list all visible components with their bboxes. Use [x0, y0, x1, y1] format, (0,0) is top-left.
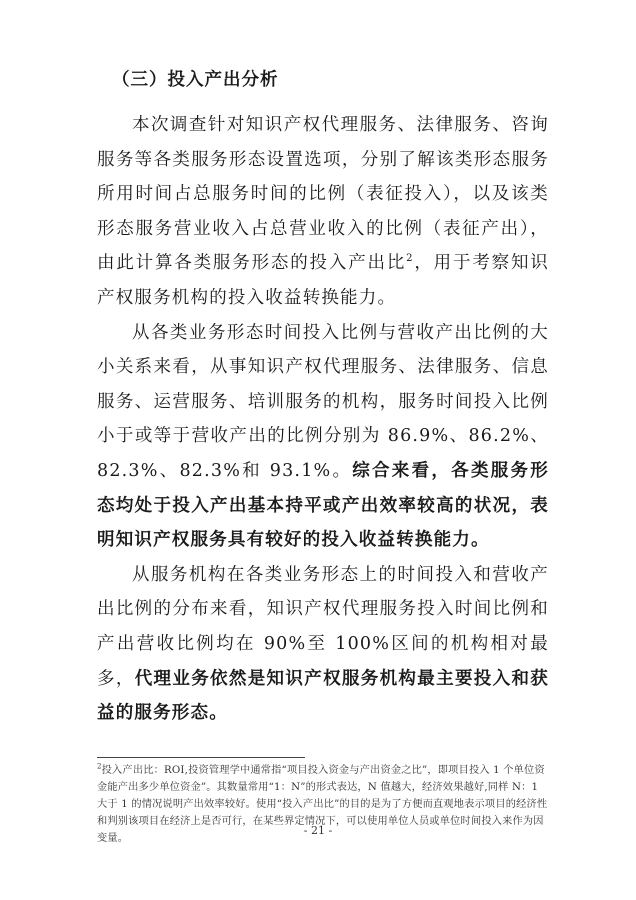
paragraph-3: [97, 558, 549, 731]
paragraph-3-conclusion: 代理业务依然是知识产权服务机构最主要投入和获益的服务形态。: [97, 668, 549, 724]
paragraph-1-text-b: ，用于考察知识产权服务机构的投入收益转换能力。: [97, 253, 549, 308]
footnote-divider: [97, 757, 305, 758]
paragraph-3-text: 从服务机构在各类业务形态上的时间投入和营收产出比例的分布来看，知识产权代理服务投入时间比例和产出营收比例均在 90%至 100%区间的机构相对最多，: [97, 564, 549, 689]
paragraph-2: [97, 316, 549, 558]
section-heading: （三）投入产出分析: [112, 70, 279, 90]
footnote-marker: 2: [97, 762, 102, 771]
body-text: [97, 108, 549, 731]
paragraph-2-text: 从各类业务形态时间投入比例与营收产出比例的大小关系来看，从事知识产权代理服务、法律服务、信息服务、运营服务、培训服务的机构，服务时间投入比例小于或等于营收产出的比例分别为 86.9%、86.2%、82.3%、82.3%和 93.1%。: [97, 322, 549, 481]
paragraph-1: [97, 108, 549, 316]
footnote-ref: 2: [406, 253, 414, 265]
page-number: - 21 -: [303, 824, 333, 837]
footnote-text: 投入产出比：ROI,投资管理学中通常指“项目投入资金与产出资金之比”，即项目投入 1 个单位资金能产出多少单位资金”。其数量常用“1：N”的形式表达，N 值越大，经济效果越好,同样 N：1 大于 1 的情况说明产出效率较好。使用“投入产出比”的目的是为了方便而直观地表示项目的经济性和判别该项目在经济上是否可行，在某些界定情况下，可以使用单位人员或单位时间投入来作为因变量。: [97, 765, 548, 844]
paragraph-2-conclusion: 综合来看，各类服务形态均处于投入产出基本持平或产出效率较高的状况，表明知识产权服务具有较好的投入收益转换能力。: [97, 460, 549, 551]
paragraph-1-text-a: 本次调查针对知识产权代理服务、法律服务、咨询服务等各类服务形态设置选项，分别了解该类形态服务所用时间占总服务时间的比例（表征投入），以及该类形态服务营业收入占总营业收入的比例（表征产出），由此计算各类服务形态的投入产出比: [97, 115, 549, 274]
